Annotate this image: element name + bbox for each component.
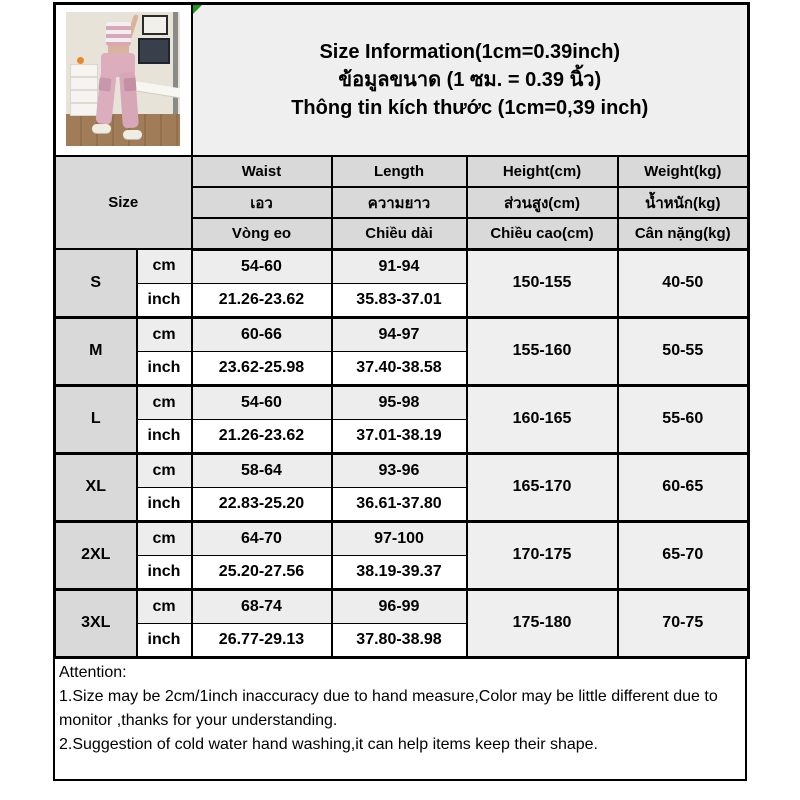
- unit-label: cm: [137, 249, 192, 283]
- col-header-height-th: ส่วนสูง(cm): [467, 187, 618, 218]
- col-header-waist-en: Waist: [192, 156, 332, 187]
- length-inch-value: 37.80-38.98: [332, 623, 467, 657]
- height-value: 155-160: [467, 317, 618, 385]
- desk-monitor: [138, 38, 170, 64]
- table-row-3xl-cm: [55, 589, 749, 623]
- unit-label: cm: [137, 589, 192, 623]
- waist-inch-value: 25.20-27.56: [192, 555, 332, 589]
- cargo-pocket-left: [99, 77, 112, 91]
- size-chart-sheet: [53, 2, 747, 781]
- weight-value: 50-55: [618, 317, 749, 385]
- size-label-s: S: [55, 249, 137, 317]
- unit-label: inch: [137, 351, 192, 385]
- waist-cm-value: 54-60: [192, 249, 332, 283]
- weight-value: 40-50: [618, 249, 749, 317]
- height-value: 165-170: [467, 453, 618, 521]
- unit-label: inch: [137, 283, 192, 317]
- page-title-en: Size Information(1cm=0.39inch): [319, 41, 621, 63]
- table-row-xl-cm: [55, 453, 749, 487]
- length-inch-value: 37.40-38.58: [332, 351, 467, 385]
- photo-cell: [55, 4, 192, 157]
- waist-inch-value: 23.62-25.98: [192, 351, 332, 385]
- weight-value: 70-75: [618, 589, 749, 657]
- sneaker-left: [92, 124, 111, 133]
- size-label-2xl: 2XL: [55, 521, 137, 589]
- attention-heading: Attention:: [59, 663, 127, 681]
- weight-value: 55-60: [618, 385, 749, 453]
- waist-inch-value: 21.26-23.62: [192, 419, 332, 453]
- title-cell: [192, 4, 749, 157]
- col-header-waist-vi: Vòng eo: [192, 218, 332, 249]
- length-cm-value: 93-96: [332, 453, 467, 487]
- attention-note-2: 2.Suggestion of cold water hand washing,it can help items keep their shape.: [59, 735, 598, 753]
- unit-label: cm: [137, 385, 192, 419]
- green-corner-marker: [193, 5, 202, 14]
- size-label-3xl: 3XL: [55, 589, 137, 657]
- waist-cm-value: 60-66: [192, 317, 332, 351]
- length-cm-value: 97-100: [332, 521, 467, 555]
- attention-box: [53, 659, 747, 781]
- waist-inch-value: 21.26-23.62: [192, 283, 332, 317]
- attention-note-1: 1.Size may be 2cm/1inch inaccuracy due to hand measure,Color may be little different due to monitor ,thanks for your understanding.: [59, 687, 718, 729]
- col-header-waist-th: เอว: [192, 187, 332, 218]
- length-cm-value: 95-98: [332, 385, 467, 419]
- column-header-row-en: [55, 156, 749, 187]
- col-header-height-en: Height(cm): [467, 156, 618, 187]
- length-inch-value: 36.61-37.80: [332, 487, 467, 521]
- col-header-weight-th: น้ำหนัก(kg): [618, 187, 749, 218]
- table-row-2xl-cm: [55, 521, 749, 555]
- length-inch-value: 38.19-39.37: [332, 555, 467, 589]
- waist-cm-value: 54-60: [192, 385, 332, 419]
- size-column-header: Size: [55, 156, 192, 249]
- height-value: 150-155: [467, 249, 618, 317]
- col-header-length-th: ความยาว: [332, 187, 467, 218]
- length-cm-value: 96-99: [332, 589, 467, 623]
- unit-label: cm: [137, 521, 192, 555]
- wall-frame: [142, 15, 168, 35]
- page-title-th: ข้อมูลขนาด (1 ซม. = 0.39 นิ้ว): [338, 69, 602, 91]
- col-header-height-vi: Chiều cao(cm): [467, 218, 618, 249]
- length-inch-value: 37.01-38.19: [332, 419, 467, 453]
- unit-label: cm: [137, 317, 192, 351]
- table-row-m-cm: [55, 317, 749, 351]
- height-value: 160-165: [467, 385, 618, 453]
- unit-label: inch: [137, 419, 192, 453]
- weight-value: 65-70: [618, 521, 749, 589]
- product-photo: [66, 12, 180, 146]
- header-band: [55, 4, 749, 157]
- col-header-weight-en: Weight(kg): [618, 156, 749, 187]
- waist-cm-value: 68-74: [192, 589, 332, 623]
- orange-fruit: [77, 57, 84, 64]
- size-label-xl: XL: [55, 453, 137, 521]
- white-cabinet: [70, 64, 98, 116]
- waist-cm-value: 58-64: [192, 453, 332, 487]
- table-row-l-cm: [55, 385, 749, 419]
- waist-cm-value: 64-70: [192, 521, 332, 555]
- length-inch-value: 35.83-37.01: [332, 283, 467, 317]
- table-row-s-cm: [55, 249, 749, 283]
- length-cm-value: 94-97: [332, 317, 467, 351]
- height-value: 170-175: [467, 521, 618, 589]
- size-table: [53, 2, 750, 659]
- height-value: 175-180: [467, 589, 618, 657]
- waist-inch-value: 26.77-29.13: [192, 623, 332, 657]
- sneaker-right: [123, 130, 142, 139]
- col-header-weight-vi: Cân nặng(kg): [618, 218, 749, 249]
- unit-label: inch: [137, 555, 192, 589]
- unit-label: inch: [137, 623, 192, 657]
- waist-inch-value: 22.83-25.20: [192, 487, 332, 521]
- size-label-m: M: [55, 317, 137, 385]
- col-header-length-en: Length: [332, 156, 467, 187]
- unit-label: cm: [137, 453, 192, 487]
- page-title-vi: Thông tin kích thước (1cm=0,39 inch): [291, 97, 649, 119]
- unit-label: inch: [137, 487, 192, 521]
- weight-value: 60-65: [618, 453, 749, 521]
- col-header-length-vi: Chiều dài: [332, 218, 467, 249]
- cargo-pocket-right: [124, 78, 137, 92]
- length-cm-value: 91-94: [332, 249, 467, 283]
- size-label-l: L: [55, 385, 137, 453]
- model-crop-top: [106, 22, 131, 46]
